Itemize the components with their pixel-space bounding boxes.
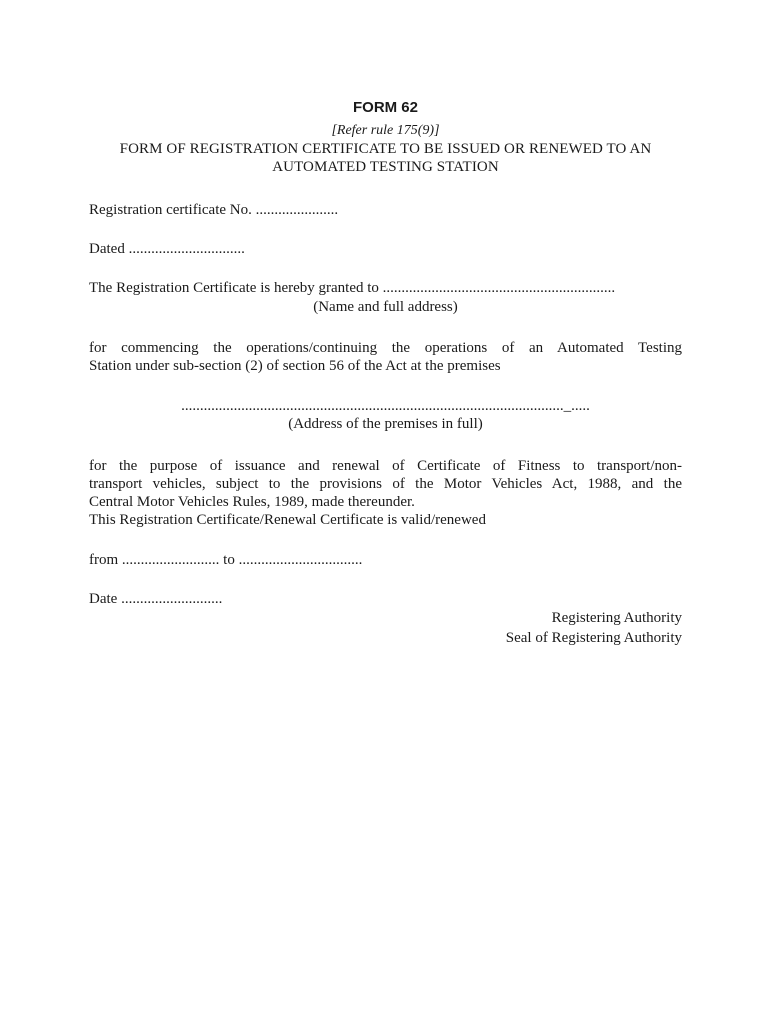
rule-reference: [Refer rule 175(9)] (331, 123, 440, 138)
seal-label: Seal of Registering Authority (505, 630, 682, 646)
premises-address-caption: (Address of the premises in full) (288, 416, 483, 432)
form-title: FORM 62 (352, 99, 418, 116)
dated-field: Dated ............................... (89, 241, 245, 257)
purpose-text-line-3: Central Motor Vehicles Rules, 1989, made thereunder. (89, 494, 415, 510)
date-field: Date ........................... (89, 591, 223, 607)
registration-certificate-number: Registration certificate No. ...................... (89, 202, 339, 218)
commencing-text-line-1: for commencing the operations/continuing the operations of an Automated Testing (89, 340, 682, 356)
granted-to-field: The Registration Certificate is hereby granted to .............................................................. (89, 280, 616, 296)
commencing-text-line-2: Station under sub-section (2) of section 56 of the Act at the premises (89, 358, 501, 374)
registering-authority-label: Registering Authority (551, 610, 682, 626)
premises-address-field: ......................................................................................................_..... (181, 398, 590, 414)
form-heading-line-1: FORM OF REGISTRATION CERTIFICATE TO BE ISSUED OR RENEWED TO AN (119, 141, 652, 157)
from-to-field: from .......................... to ................................. (89, 552, 363, 568)
form-heading-line-2: AUTOMATED TESTING STATION (272, 159, 499, 175)
validity-text: This Registration Certificate/Renewal Certificate is valid/renewed (89, 512, 486, 528)
purpose-text-line-1: for the purpose of issuance and renewal of Certificate of Fitness to transport/non- (89, 458, 682, 474)
name-address-caption: (Name and full address) (313, 299, 458, 315)
purpose-text-line-2: transport vehicles, subject to the provisions of the Motor Vehicles Act, 1988, and the (89, 476, 682, 492)
